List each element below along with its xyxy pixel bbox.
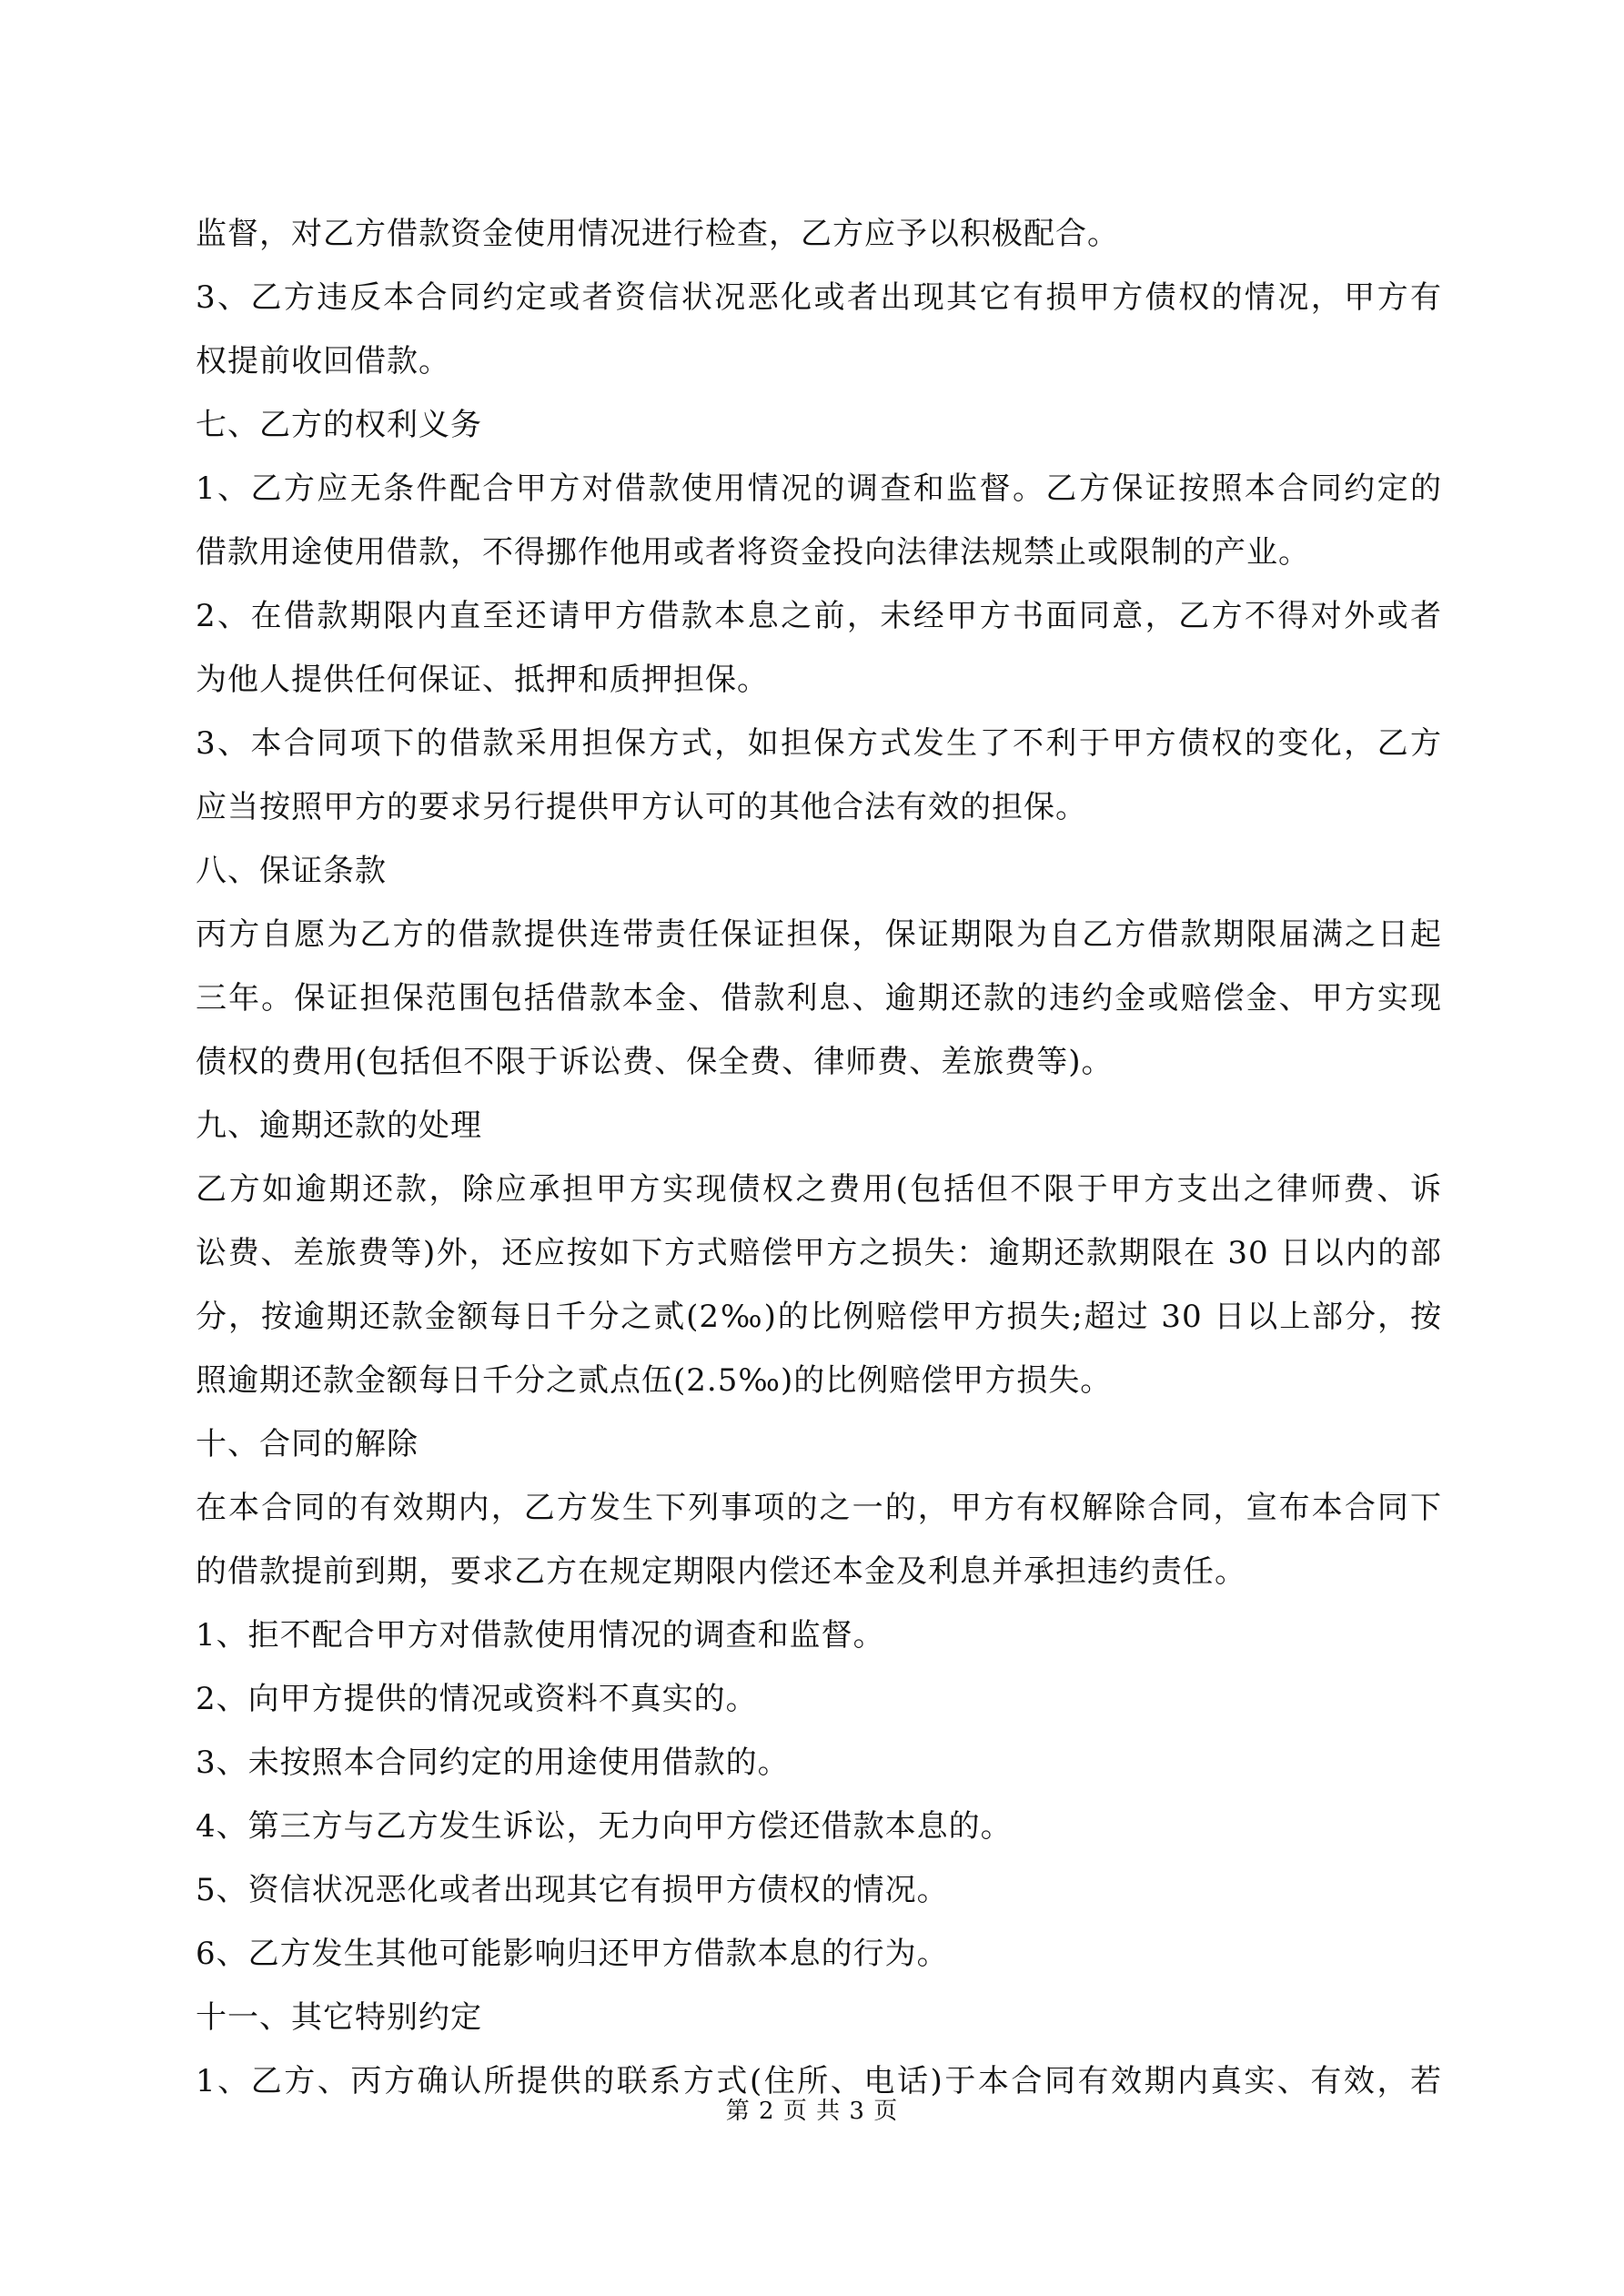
section-heading-9: 九、逾期还款的处理 — [196, 1108, 482, 1144]
page-number-footer: 第 2 页 共 3 页 — [725, 2098, 899, 2125]
text-line: 1、乙方应无条件配合甲方对借款使用情况的调查和监督。乙方保证按照本合同约定的 — [196, 470, 1442, 507]
text-line: 丙方自愿为乙方的借款提供连带责任保证担保，保证期限为自乙方借款期限届满之日起 — [196, 916, 1442, 953]
text-line: 监督，对乙方借款资金使用情况进行检查，乙方应予以积极配合。 — [196, 216, 1119, 252]
text-line: 1、拒不配合甲方对借款使用情况的调查和监督。 — [196, 1617, 885, 1654]
text-line: 分，按逾期还款金额每日千分之贰(2‰)的比例赔偿甲方损失;超过 30 日以上部分，按 — [196, 1299, 1442, 1335]
text-line: 4、第三方与乙方发生诉讼，无力向甲方偿还借款本息的。 — [196, 1808, 1013, 1845]
text-line: 2、在借款期限内直至还请甲方借款本息之前，未经甲方书面同意，乙方不得对外或者 — [196, 598, 1442, 634]
text-line: 3、本合同项下的借款采用担保方式，如担保方式发生了不利于甲方债权的变化，乙方 — [196, 725, 1442, 762]
text-line: 权提前收回借款。 — [196, 343, 450, 379]
text-line: 乙方如逾期还款，除应承担甲方实现债权之费用(包括但不限于甲方支出之律师费、诉 — [196, 1171, 1442, 1208]
section-heading-7: 七、乙方的权利义务 — [196, 407, 482, 443]
section-heading-8: 八、保证条款 — [196, 853, 387, 889]
section-heading-11: 十一、其它特别约定 — [196, 1999, 482, 2036]
text-line: 讼费、差旅费等)外，还应按如下方式赔偿甲方之损失：逾期还款期限在 30 日以内的部 — [196, 1235, 1442, 1271]
text-line: 三年。保证担保范围包括借款本金、借款利息、逾期还款的违约金或赔偿金、甲方实现 — [196, 980, 1442, 1017]
text-line: 为他人提供任何保证、抵押和质押担保。 — [196, 662, 769, 698]
text-line: 1、乙方、丙方确认所提供的联系方式(住所、电话)于本合同有效期内真实、有效，若 — [196, 2063, 1442, 2099]
text-line: 债权的费用(包括但不限于诉讼费、保全费、律师费、差旅费等)。 — [196, 1044, 1114, 1080]
text-line: 借款用途使用借款，不得挪作他用或者将资金投向法律法规禁止或限制的产业。 — [196, 534, 1310, 571]
text-line: 的借款提前到期，要求乙方在规定期限内偿还本金及利息并承担违约责任。 — [196, 1553, 1246, 1590]
section-heading-10: 十、合同的解除 — [196, 1426, 419, 1462]
text-line: 3、乙方违反本合同约定或者资信状况恶化或者出现其它有损甲方债权的情况，甲方有 — [196, 279, 1442, 316]
text-line: 照逾期还款金额每日千分之贰点伍(2.5‰)的比例赔偿甲方损失。 — [196, 1362, 1113, 1399]
text-line: 2、向甲方提供的情况或资料不真实的。 — [196, 1681, 758, 1717]
text-line: 在本合同的有效期内，乙方发生下列事项的之一的，甲方有权解除合同，宣布本合同下 — [196, 1490, 1442, 1526]
text-line: 5、资信状况恶化或者出现其它有损甲方债权的情况。 — [196, 1872, 949, 1908]
text-line: 6、乙方发生其他可能影响归还甲方借款本息的行为。 — [196, 1936, 949, 1972]
text-line: 应当按照甲方的要求另行提供甲方认可的其他合法有效的担保。 — [196, 789, 1087, 825]
text-line: 3、未按照本合同约定的用途使用借款的。 — [196, 1745, 790, 1781]
contract-body-text — [196, 202, 1442, 2113]
